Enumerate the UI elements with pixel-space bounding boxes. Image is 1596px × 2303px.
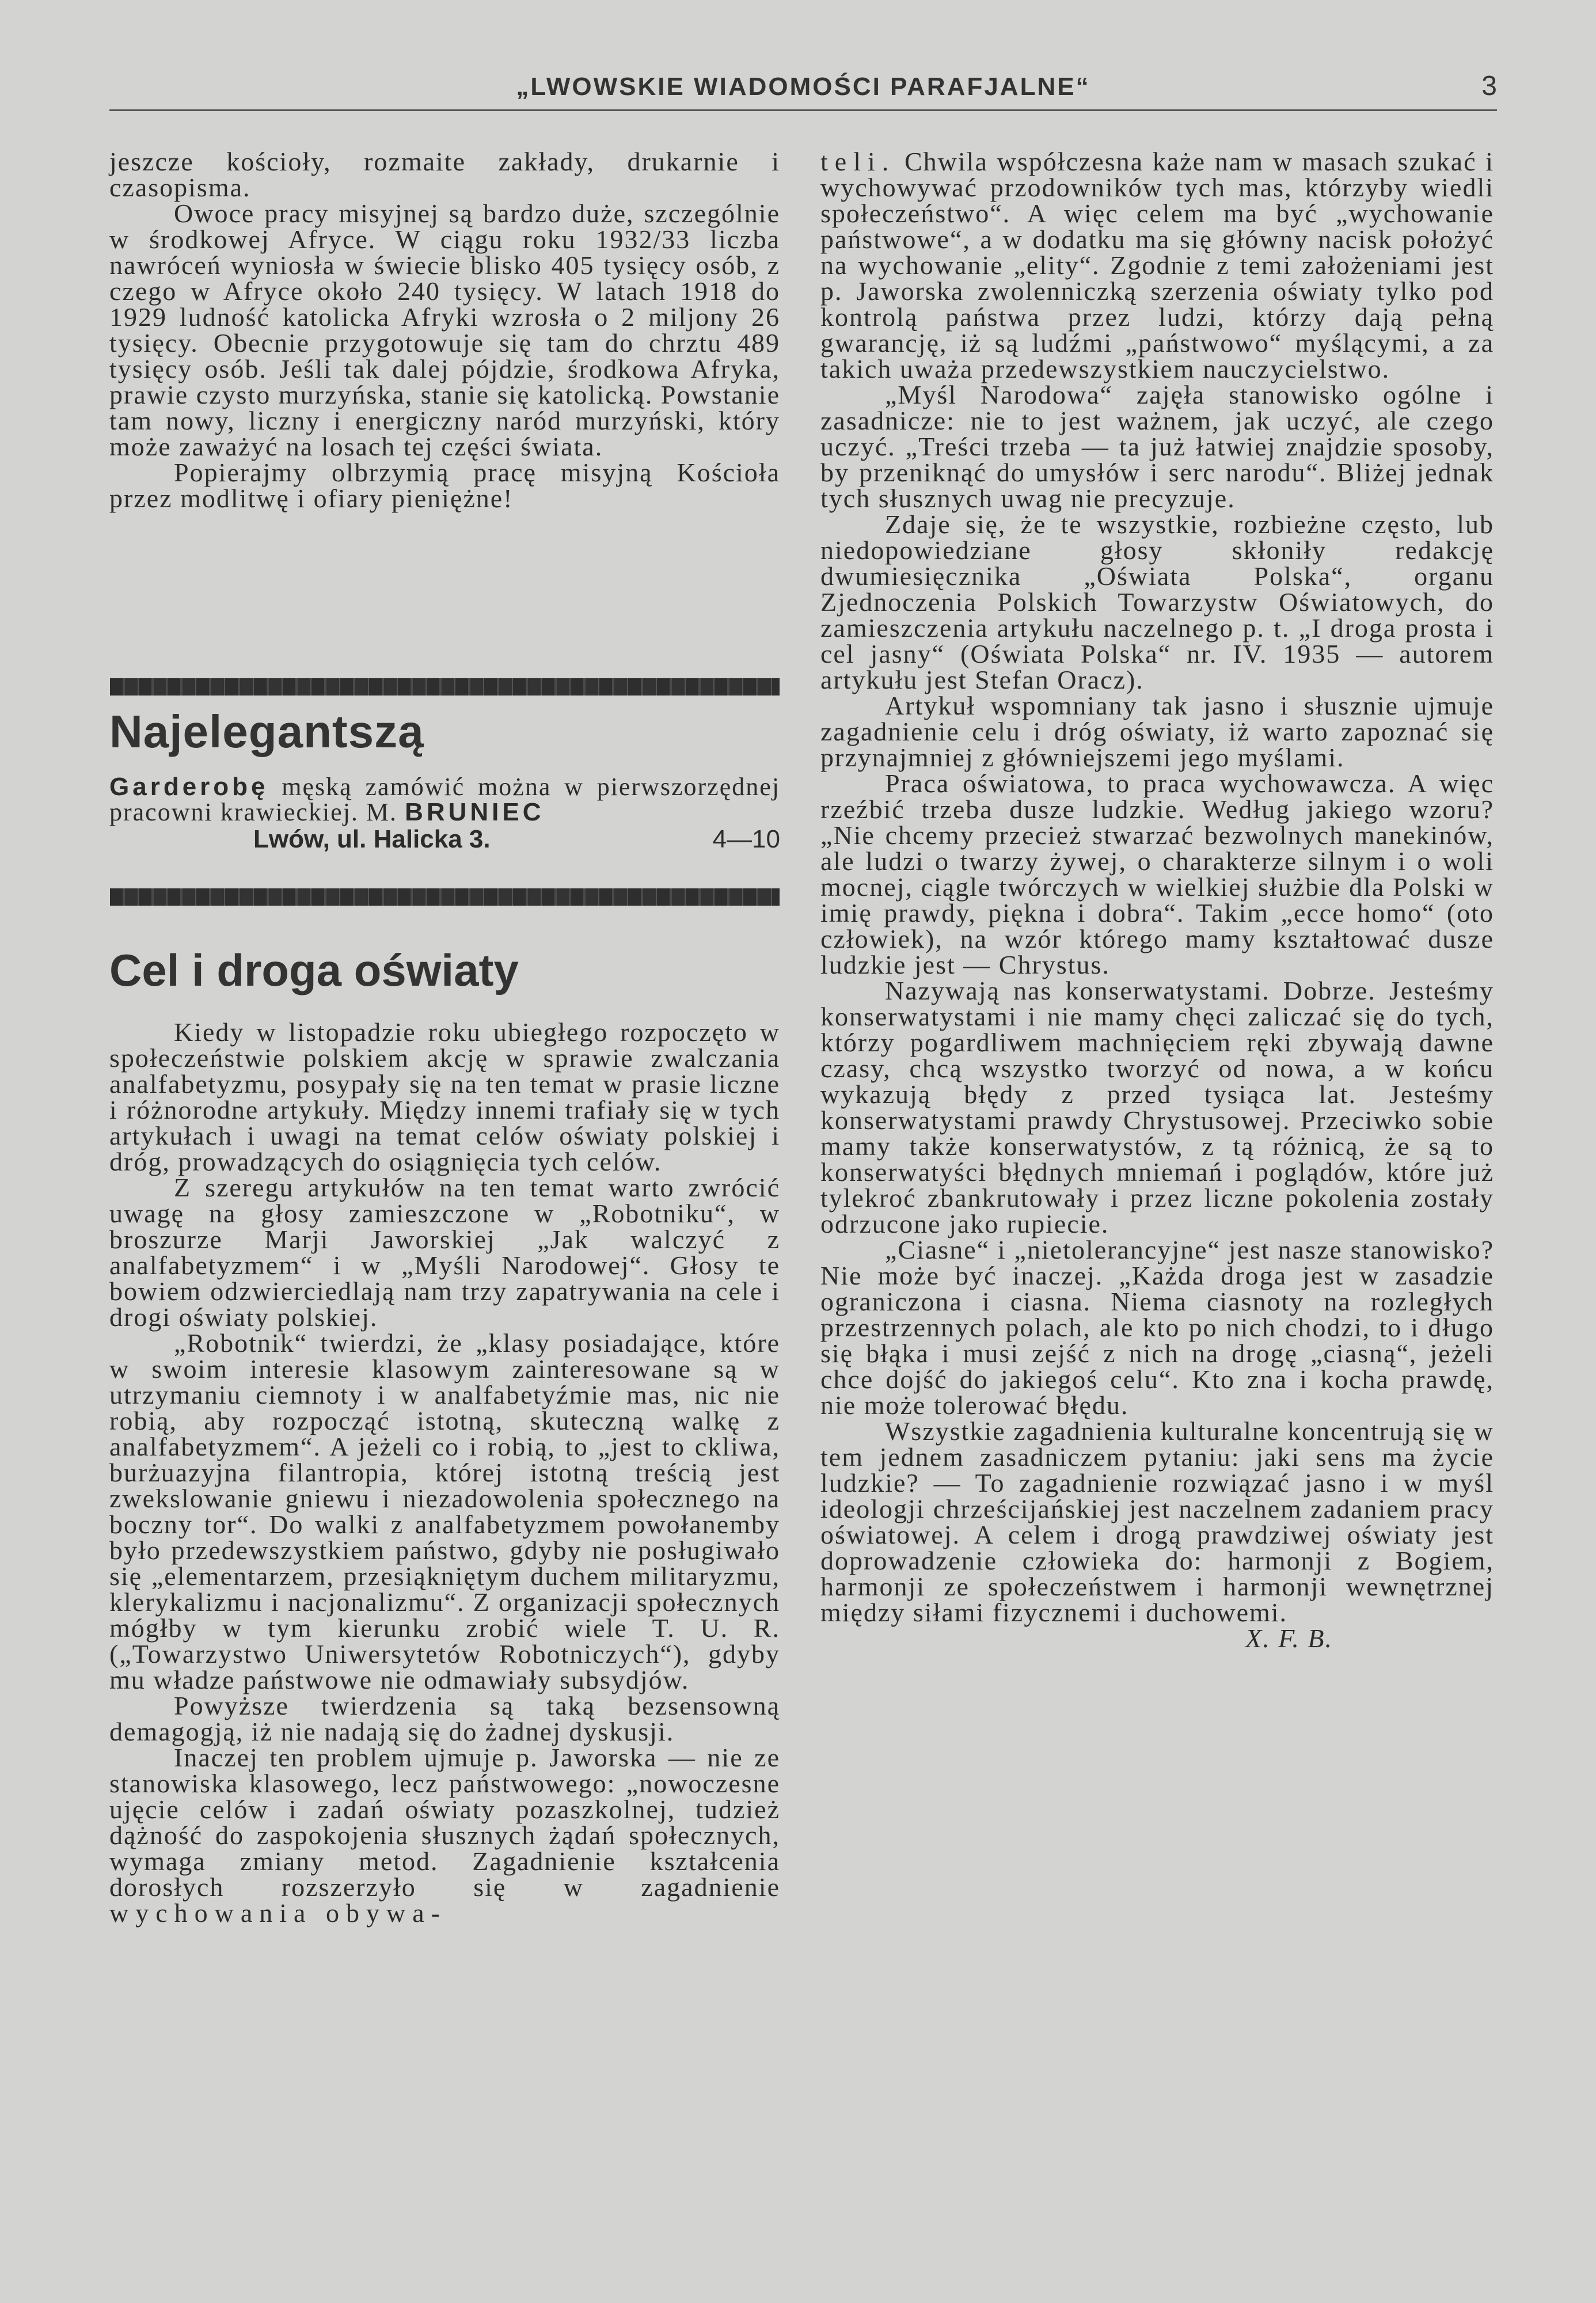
ad-border-top (110, 678, 780, 696)
ad-body (109, 774, 780, 825)
running-header (109, 68, 1497, 108)
paragraph (820, 149, 1494, 382)
publication-title: „LWOWSKIE WIADOMOŚCI PARAFJALNE“ (516, 73, 1090, 101)
paragraph: „Robotnik“ twierdzi, że „klasy posiadające, które w swoim interesie klasowym zainteresowane są w utrzymaniu ciemnoty i w analfabetyźmie mas, nic nie robią, aby rozpocząć istotną, skuteczną walkę z analfabetyzmem“. A jeżeli co i robią, to „jest to ckliwa, burżuazyjna filantropia, której istotną treścią jest zwekslowanie gniewu i niezadowolenia społecznego na boczny tor“. Do walki z analfabetyzmem powołanemby było przedewszystkiem państwo, gdyby nie posługiwało się „elementarzem, przesiąkniętym duchem militaryzmu, klerykalizmu i nacjonalizmu“. Z organizacji społecznych mógłby w tym kierunku zrobić wiele T. U. R. („Towarzystwo Uniwersytetów Robotniczych“), gdyby mu władze państwowe nie odmawiały subsydjów. (109, 1328, 780, 1694)
author-signature: X. F. B. (1245, 1624, 1333, 1653)
paragraph: „Myśl Narodowa“ zajęła stanowisko ogólne i zasadnicze: nie to jest ważnem, jak uczyć, ale czego uczyć. „Treści trzeba — ta już łatwiej znajdzie sposoby, by przeniknąć do umysłów i serc narodu“. Bliżej jednak tych słusznych uwag nie precyzuje. (820, 380, 1494, 513)
paragraph: Nazywają nas konserwatystami. Dobrze. Jesteśmy konserwatystami i nie mamy chęci zaliczać się do tych, którzy pogardliwem machnięciem ręki zbywają dawne czasy, chcą wszystko tworzyć od nowa, a w końcu wykazują błędy z przed tysiąca lat. Jesteśmy konserwatystami prawdy Chrystusowej. Przeciwko sobie mamy także konserwatystów, z tą różnicą, że są to konserwatyści błędnych mniemań i poglądów, które już tylekroć zbankrutowały i przez liczne pokolenia zostały odrzucone jako rupiecie. (820, 976, 1494, 1238)
paragraph: Kiedy w listopadzie roku ubiegłego rozpoczęto w społeczeństwie polskiem akcję w sprawie zwalczania analfabetyzmu, posypały się na ten temat w prasie liczne i różnorodne artykuły. Między innemi trafiały się w tych artykułach i uwagi na temat celów oświaty polskiej i dróg, prowadzących do osiągnięcia tych celów. (109, 1017, 780, 1176)
ad-code: 4—10 (712, 825, 780, 853)
spaced-text: teli. (820, 147, 896, 176)
paragraph (109, 1745, 780, 1926)
ad-headline: Najelegantszą (109, 706, 424, 757)
ad-address: Lwów, ul. Halicka 3. (253, 825, 491, 853)
paragraph: jeszcze kościoły, rozmaite zakłady, drukarnie i czasopisma. (109, 147, 780, 202)
article-left-column (109, 1019, 780, 1926)
article-right-column (820, 149, 1494, 1651)
paragraph: Popierajmy olbrzymią pracę misyjną Kościoła przez modlitwę i ofiary pieniężne! (109, 458, 780, 513)
paragraph: „Ciasne“ i „nietolerancyjne“ jest nasze stanowisko? Nie może być inaczej. „Każda droga jest w zasadzie ograniczona i ciasna. Niema ciasnoty na rozległych przestrzennych polach, ale kto po nich chodzi, to i długo się błąka i musi zejść z nich na drogę „ciasną“, jeżeli chce dojść do jakiegoś celu“. Kto zna i kocha prawdę, nie może tolerować błędu. (820, 1235, 1494, 1420)
paragraph-text: Chwila współczesna każe nam w masach szukać i wychowywać przodowników tych mas, którzyby wiedli społeczeństwo“. A więc celem ma być „wychowanie państwowe“, a w dodatku ma się główny nacisk położyć na wychowanie „elity“. Zgodnie z temi założeniami jest p. Jaworska zwolenniczką szerzenia oświaty tylko pod kontrolą państwa przez ludzi, którzy dają pełną gwarancję, iż są ludźmi „państwowo“ myślącymi, a za takich uważa przedewszystkiem nauczycielstwo. (820, 147, 1494, 383)
paragraph: Zdaje się, że te wszystkie, rozbieżne często, lub niedopowiedziane głosy skłoniły redakcję dwumiesięcznika „Oświata Polska“, organu Zjednoczenia Polskich Towarzystw Oświatowych, do zamieszczenia artykułu naczelnego p. t. „I droga prosta i cel jasny“ (Oświata Polska“ nr. IV. 1935 — autorem artykułu jest Stefan Oracz). (820, 510, 1494, 694)
spaced-text: wychowania obywa- (109, 1898, 447, 1928)
article-title: Cel i droga oświaty (109, 945, 519, 995)
paragraph: Artykuł wspomniany tak jasno i słusznie ujmuje zagadnienie celu i dróg oświaty, iż warto zapoznać się przynajmniej z główniejszemi jego myślami. (820, 691, 1494, 772)
ad-text: męską zamówić można w pierwszorzędnej pracowni krawieckiej. M. (109, 773, 780, 826)
mission-article-continuation (109, 149, 780, 511)
paragraph: Praca oświatowa, to praca wychowawcza. A więc rzeźbić trzeba dusze ludzkie. Według jakiego wzoru? „Nie chcemy przecież stwarzać bezwolnych manekinów, ale ludzi o twarzy żywej, o charakterze silnym i o woli mocnej, ciągle twórczych w wielkiej służbie dla Polski w imię prawdy, piękna i dobra“. Takim „ecce homo“ (oto człowiek), na wzór którego mamy kształtować dusze ludzkie jest — Chrystus. (820, 769, 1494, 979)
paragraph-text: Inaczej ten problem ujmuje p. Jaworska — nie ze stanowiska klasowego, lecz państwowego: „nowoczesne ujęcie celów i zadań oświaty pozaszkolnej, tudzież dążność do zaspokojenia słusznych żądań społecznych, wymaga zmiany metod. Zagadnienie kształcenia dorosłych rozszerzyło się w zagadnienie (109, 1743, 780, 1902)
paragraph: Owoce pracy misyjnej są bardzo duże, szczególnie w środkowej Afryce. W ciągu roku 1932/33 liczba nawróceń wyniosła w świecie blisko 405 tysięcy osób, z czego w Afryce około 240 tysięcy. W latach 1918 do 1929 ludność katolicka Afryki wzrosła o 2 miljony 26 tysięcy. Obecnie przygotowuje się tam do chrztu 489 tysięcy osób. Jeśli tak dalej pójdzie, środkowa Afryka, prawie czysto murzyńska, stanie się katolicką. Powstanie tam nowy, liczny i energiczny naród murzyński, który może zaważyć na losach tej części świata. (109, 199, 780, 461)
ad-border-bottom (110, 888, 780, 906)
page-number: 3 (1481, 71, 1497, 101)
ad-lead: Garderobę (109, 773, 269, 801)
header-rule (109, 109, 1497, 111)
ad-name: BRUNIEC (405, 798, 545, 826)
paragraph: Z szeregu artykułów na ten temat warto zwrócić uwagę na głosy zamieszczone w „Robotniku“, w broszurze Marji Jaworskiej „Jak walczyć z analfabetyzmem“ i w „Myśli Narodowej“. Głosy te bowiem odzwierciedlają nam trzy zapatrywania na cele i drogi oświaty polskiej. (109, 1173, 780, 1332)
paragraph: Wszystkie zagadnienia kulturalne koncentrują się w tem jednem zasadniczem pytaniu: jaki sens ma życie ludzkie? — To zagadnienie rozwiązać jasno i w myśl ideologji chrześcijańskiej jest naczelnem zadaniem pracy oświatowej. A celem i drogą prawdziwej oświaty jest doprowadzenie człowieka do: harmonji z Bogiem, harmonji ze społeczeństwem i harmonji wewnętrznej między siłami fizycznemi i duchowemi. (820, 1416, 1494, 1627)
paragraph: Powyższe twierdzenia są taką bezsensowną demagogją, iż nie nadają się do żadnej dyskusji. (109, 1691, 780, 1746)
